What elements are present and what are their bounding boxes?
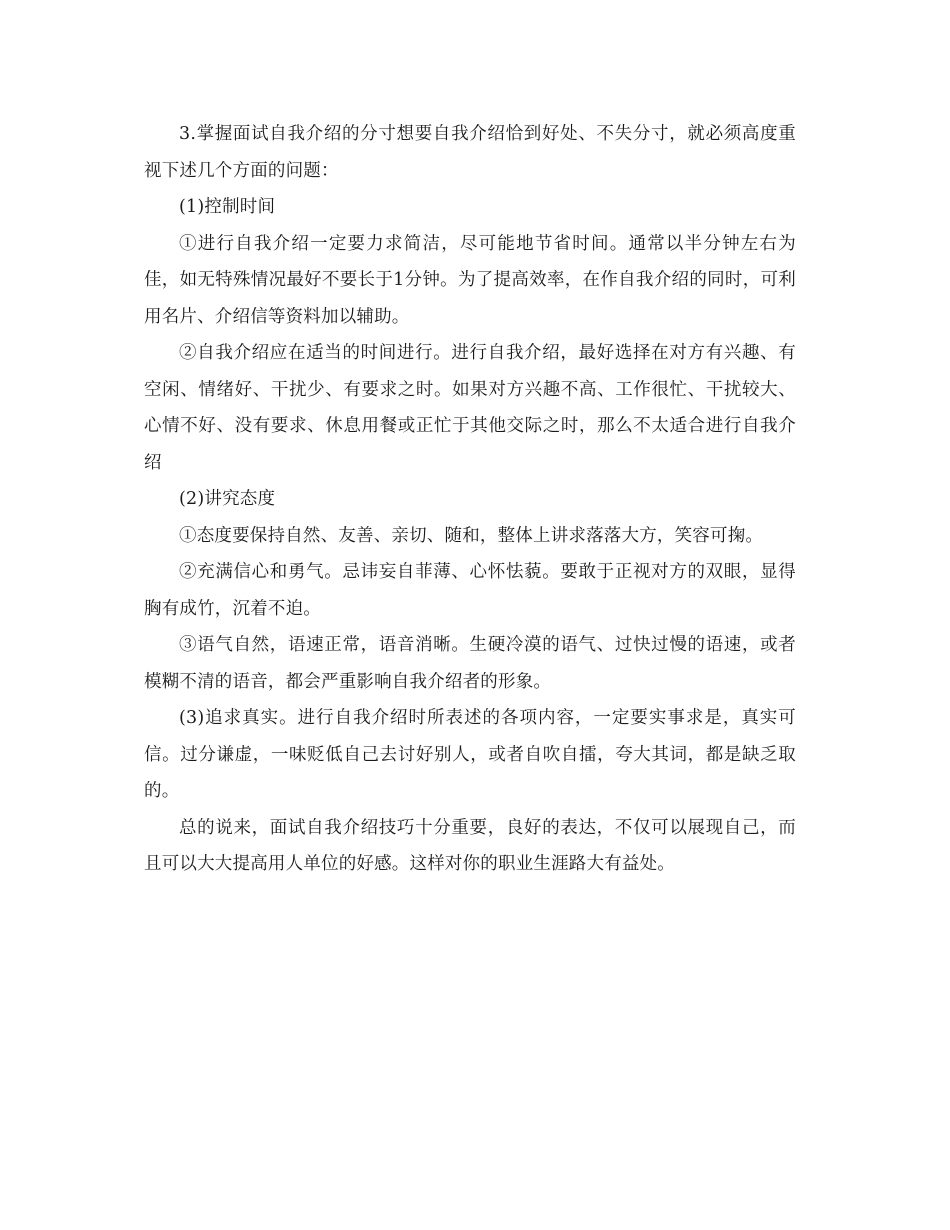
paragraph-time-2: ②自我介绍应在适当的时间进行。进行自我介绍，最好选择在对方有兴趣、有空闲、情绪好、干扰少、有要求之时。如果对方兴趣不高、工作很忙、干扰较大、心情不好、没有要求、休息用餐或正忙于其他交际之时，那么不太适合进行自我介绍 [144,343,796,473]
paragraph-conclusion: 总的说来，面试自我介绍技巧十分重要，良好的表达，不仅可以展现自己，而且可以大大提高用人单位的好感。这样对你的职业生涯路大有益处。 [144,817,796,874]
paragraph-intro: 3.掌握面试自我介绍的分寸想要自我介绍恰到好处、不失分寸，就必须高度重视下述几个方面的问题： [144,124,796,181]
document-body [144,116,796,883]
paragraph-attitude-3: ③语气自然，语速正常，语音消晰。生硬冷漠的语气、过快过慢的语速，或者模糊不清的语音，都会严重影响自我介绍者的形象。 [144,635,796,692]
paragraph-time-1: ①进行自我介绍一定要力求简洁，尽可能地节省时间。通常以半分钟左右为佳，如无特殊情况最好不要长于1分钟。为了提高效率，在作自我介绍的同时，可利用名片、介绍信等资料加以辅助。 [144,233,796,327]
paragraph-attitude-2: ②充满信心和勇气。忌讳妄自菲薄、心怀怯藐。要敢于正视对方的双眼，显得胸有成竹，沉着不迫。 [144,562,796,619]
heading-attitude: (2)讲究态度 [179,489,276,509]
paragraph-truthfulness: (3)追求真实。进行自我介绍时所表述的各项内容，一定要实事求是，真实可信。过分谦虚，一味贬低自己去讨好别人，或者自吹自擂，夸大其词，都是缺乏取的。 [144,708,796,801]
paragraph-attitude-1: ①态度要保持自然、友善、亲切、随和，整体上讲求落落大方，笑容可掬。 [179,525,764,546]
heading-control-time: (1)控制时间 [179,197,276,217]
